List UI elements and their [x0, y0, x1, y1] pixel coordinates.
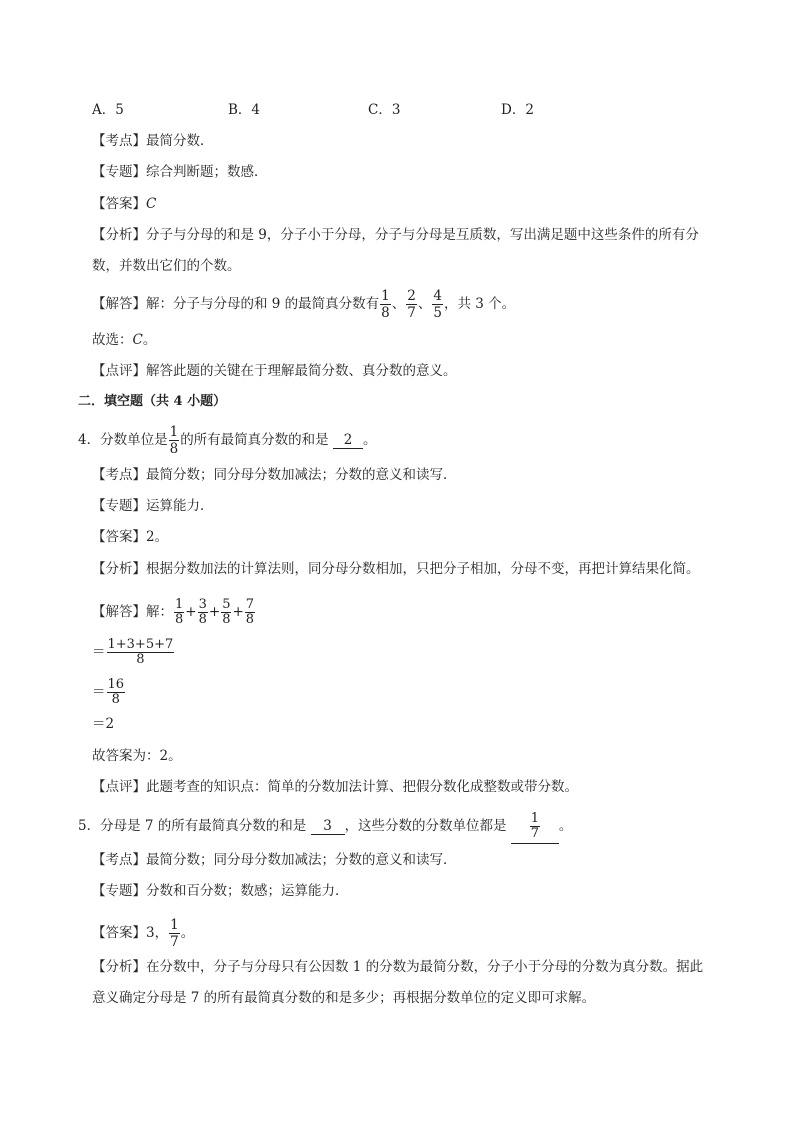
daan-label: 【答案】 [92, 196, 146, 212]
denominator: 7 [170, 934, 179, 950]
stem-prefix: 5．分母是 7 的所有最简真分数的和是 [78, 818, 307, 834]
q4-step1 [92, 638, 175, 667]
stem-suffix: 。 [558, 818, 573, 834]
q3-jieda [92, 288, 515, 321]
q3-guxuan [92, 330, 156, 350]
fraction [380, 288, 391, 321]
equals-sign: ＝ [92, 684, 106, 700]
q3-fenxi-line1: 【分析】分子与分母的和是 9，分子小于分母，分子与分母是互质数，写出满足题中这些条件的所有分 [92, 227, 699, 243]
answer-blank-fraction [511, 812, 559, 841]
denominator: 7 [407, 305, 416, 321]
numerator: 1 [170, 917, 179, 933]
denominator: 8 [111, 692, 120, 707]
result-value: 2 [105, 716, 115, 732]
q4-step3 [92, 714, 114, 734]
fraction [221, 598, 231, 627]
numerator: 1 [530, 811, 539, 826]
q3-daan [92, 194, 156, 214]
q4-step2 [92, 678, 126, 707]
q3-dianping: 【点评】解答此题的关键在于理解最简分数、真分数的意义。 [92, 363, 457, 379]
numerator: 1 [381, 288, 390, 304]
fraction [406, 288, 417, 321]
q5-daan [92, 917, 194, 950]
option-c: C．3 [368, 102, 401, 118]
numerator: 2 [407, 288, 416, 304]
jieda-suffix: ，共 3 个。 [443, 296, 516, 312]
plus-sign: + [208, 604, 221, 620]
option-d: D．2 [501, 102, 534, 118]
separator: 、 [391, 296, 406, 312]
fraction [530, 812, 540, 841]
numerator: 3 [198, 597, 207, 612]
answer-blank: 2 [333, 432, 363, 449]
guxuan-value: C [132, 332, 143, 348]
guxuan-prefix: 故选： [92, 332, 133, 348]
denominator: 8 [175, 612, 184, 627]
numerator: 5 [222, 597, 231, 612]
fraction [174, 598, 184, 627]
numerator: 16 [107, 677, 125, 692]
stem-middle: ，这些分数的分数单位都是 [344, 818, 507, 834]
stem-middle: 的所有最简真分数的和是 [180, 432, 329, 448]
q4-answer: 故答案为：2。 [92, 748, 182, 764]
numerator: 1+3+5+7 [107, 637, 174, 652]
denominator: 8 [136, 652, 145, 667]
q4-fenxi: 【分析】根据分数加法的计算法则，同分母分数相加，只把分子相加，分母不变，再把计算结果化简。 [92, 561, 700, 577]
denominator: 7 [530, 826, 539, 841]
q4-stem [78, 424, 376, 457]
denominator: 8 [245, 612, 255, 627]
fraction [245, 598, 255, 627]
blank-underline [511, 843, 559, 844]
q5-kaodian: 【考点】最简分数；同分母分数加减法；分数的意义和读写． [92, 852, 457, 868]
daan-prefix: 【答案】3， [92, 925, 169, 941]
numerator: 1 [169, 424, 179, 440]
denominator: 8 [222, 612, 231, 627]
equals-sign: ＝ [92, 716, 106, 732]
denominator: 8 [198, 612, 207, 627]
option-b: B．4 [228, 102, 261, 118]
q4-daan: 【答案】2。 [92, 529, 169, 545]
q4-dianping: 【点评】此题考查的知识点：简单的分数加法计算、把假分数化成整数或带分数。 [92, 779, 578, 795]
q3-kaodian: 【考点】最简分数． [92, 133, 214, 149]
fraction [107, 678, 126, 707]
numerator: 4 [433, 288, 442, 304]
q5-fenxi-line2: 意义确定分母是 7 的所有最简真分数的和是多少；再根据分数单位的定义即可求解。 [92, 990, 596, 1006]
stem-suffix: 。 [362, 432, 377, 448]
separator: 、 [417, 296, 432, 312]
answer-blank: 3 [311, 818, 345, 835]
option-a: A．5 [92, 102, 124, 118]
stem-prefix: 4．分数单位是 [78, 432, 168, 448]
q3-zhuanti: 【专题】综合判断题；数感． [92, 164, 268, 180]
numerator: 1 [175, 597, 184, 612]
section-title: 二．填空题（共 4 小题） [78, 394, 227, 409]
fraction [169, 424, 180, 457]
q5-stem [78, 812, 572, 841]
plus-sign: + [185, 604, 197, 620]
q4-zhuanti: 【专题】运算能力． [92, 498, 214, 514]
daan-suffix: 。 [180, 925, 195, 941]
denominator: 8 [381, 305, 390, 321]
fraction [169, 917, 180, 950]
plus-sign: + [232, 604, 244, 620]
guxuan-suffix: 。 [142, 332, 157, 348]
q4-jieda [92, 598, 256, 627]
jieda-prefix: 【解答】解：分子与分母的和 9 的最简真分数有 [92, 296, 380, 312]
denominator: 5 [433, 305, 442, 321]
q3-fenxi-line2: 数，并数出它们的个数。 [92, 258, 241, 274]
numerator: 7 [245, 597, 255, 612]
fraction [432, 288, 443, 321]
fraction [107, 638, 175, 667]
denominator: 8 [169, 441, 179, 457]
daan-value: C [146, 196, 157, 212]
fraction [198, 598, 208, 627]
jieda-prefix: 【解答】解： [92, 604, 173, 620]
equals-sign: ＝ [92, 644, 106, 660]
options-row [92, 100, 534, 120]
q5-fenxi-line1: 【分析】在分数中，分子与分母只有公因数 1 的分数为最简分数，分子小于分母的分数为真分数。据此 [92, 959, 704, 975]
q5-zhuanti: 【专题】分数和百分数；数感；运算能力． [92, 883, 349, 899]
q4-kaodian: 【考点】最简分数；同分母分数加减法；分数的意义和读写． [92, 467, 457, 483]
